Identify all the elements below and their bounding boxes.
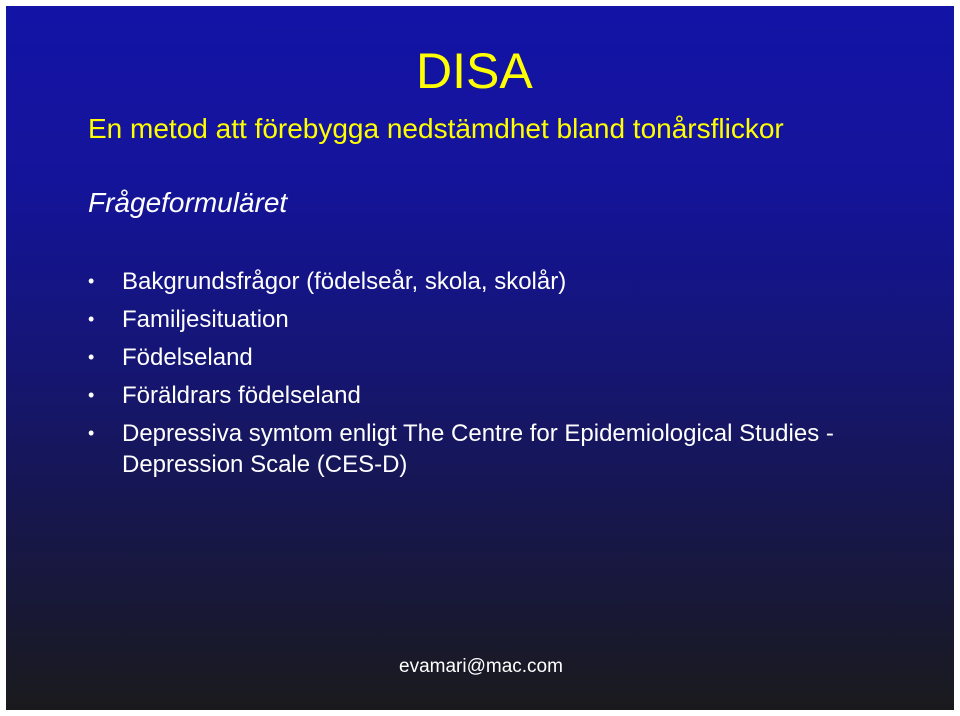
bullet-text: Födelseland xyxy=(122,344,253,371)
section-heading: Frågeformuläret xyxy=(88,187,288,218)
bullet-icon: • xyxy=(88,309,95,329)
bullet-icon: • xyxy=(88,347,95,367)
slide-subtitle: En metod att förebygga nedstämdhet bland tonårsflickor xyxy=(88,113,784,144)
bullet-text: Depressiva symtom enligt The Centre for Epidemiological Studies - Depression Scale (CES-D) xyxy=(122,420,834,478)
slide xyxy=(6,6,954,710)
bullet-text: Föräldrars födelseland xyxy=(122,382,361,409)
bullet-item xyxy=(88,304,938,335)
bullet-text: Familjesituation xyxy=(122,306,289,333)
bullet-item xyxy=(88,342,938,373)
bullet-text: Bakgrundsfrågor (födelseår, skola, skolår) xyxy=(122,268,567,295)
bullet-item xyxy=(88,266,938,297)
bullet-icon: • xyxy=(88,423,95,443)
bullet-item xyxy=(88,418,938,480)
footer-email: evamari@mac.com xyxy=(399,656,563,677)
slide-title: DISA xyxy=(416,43,533,99)
bullet-item xyxy=(88,380,938,411)
bullet-icon: • xyxy=(88,271,95,291)
bullet-icon: • xyxy=(88,385,95,405)
bullet-list xyxy=(88,266,938,487)
